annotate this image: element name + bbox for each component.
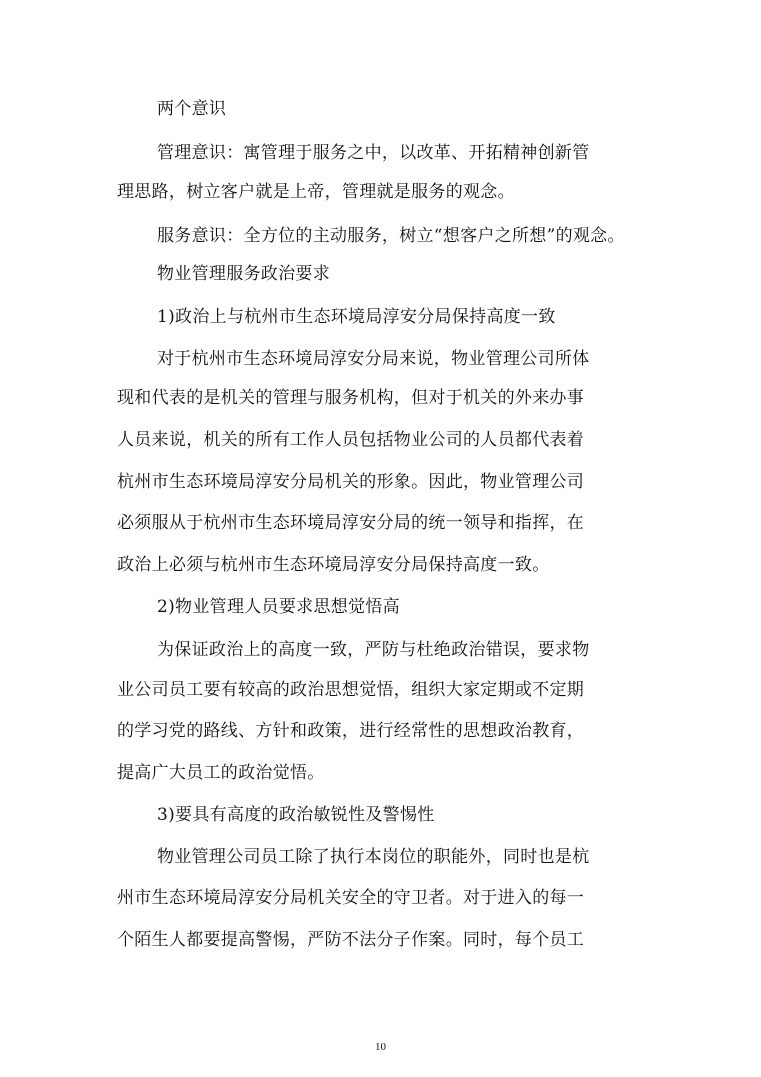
paragraph-line: 管理意识：寓管理于服务之中，以改革、开拓精神创新管 <box>157 143 590 163</box>
paragraph-line: 现和代表的是机关的管理与服务机构，但对于机关的外来办事 <box>117 388 585 408</box>
paragraph-line: 必须服从于杭州市生态环境局淳安分局的统一领导和指挥，在 <box>117 513 585 533</box>
paragraph-line: 物业管理公司员工除了执行本岗位的职能外，同时也是杭 <box>157 847 590 867</box>
paragraph-line: 对于杭州市生态环境局淳安分局来说，物业管理公司所体 <box>157 349 590 369</box>
paragraph-line: 政治上必须与杭州市生态环境局淳安分局保持高度一致。 <box>117 555 550 575</box>
paragraph-line: 业公司员工要有较高的政治思想觉悟，组织大家定期或不定期 <box>117 680 585 700</box>
subheading-item-3: 3)要具有高度的政治敏锐性及警惕性 <box>157 805 435 825</box>
paragraph-line: 个陌生人都要提高警惕，严防不法分子作案。同时，每个员工 <box>117 930 585 950</box>
paragraph-line: 的学习党的路线、方针和政策，进行经常性的思想政治教育， <box>117 721 585 741</box>
section-heading-political-requirements: 物业管理服务政治要求 <box>157 264 330 284</box>
subheading-item-1: 1)政治上与杭州市生态环境局淳安分局保持高度一致 <box>157 307 556 327</box>
paragraph-line: 人员来说，机关的所有工作人员包括物业公司的人员都代表着 <box>117 430 585 450</box>
paragraph-line: 理思路，树立客户就是上帝，管理就是服务的观念。 <box>117 182 515 202</box>
paragraph-line: 杭州市生态环境局淳安分局机关的形象。因此，物业管理公司 <box>117 472 585 492</box>
paragraph-line: 为保证政治上的高度一致，严防与杜绝政治错误，要求物 <box>157 640 590 660</box>
paragraph-line: 服务意识：全方位的主动服务，树立“想客户之所想”的观念。 <box>157 226 625 246</box>
paragraph-line: 州市生态环境局淳安分局机关安全的守卫者。对于进入的每一 <box>117 888 585 908</box>
subheading-item-2: 2)物业管理人员要求思想觉悟高 <box>157 597 400 617</box>
page-number: 10 <box>375 1041 386 1053</box>
section-heading-two-awareness: 两个意识 <box>157 99 227 119</box>
paragraph-line: 提高广大员工的政治觉悟。 <box>117 763 325 783</box>
